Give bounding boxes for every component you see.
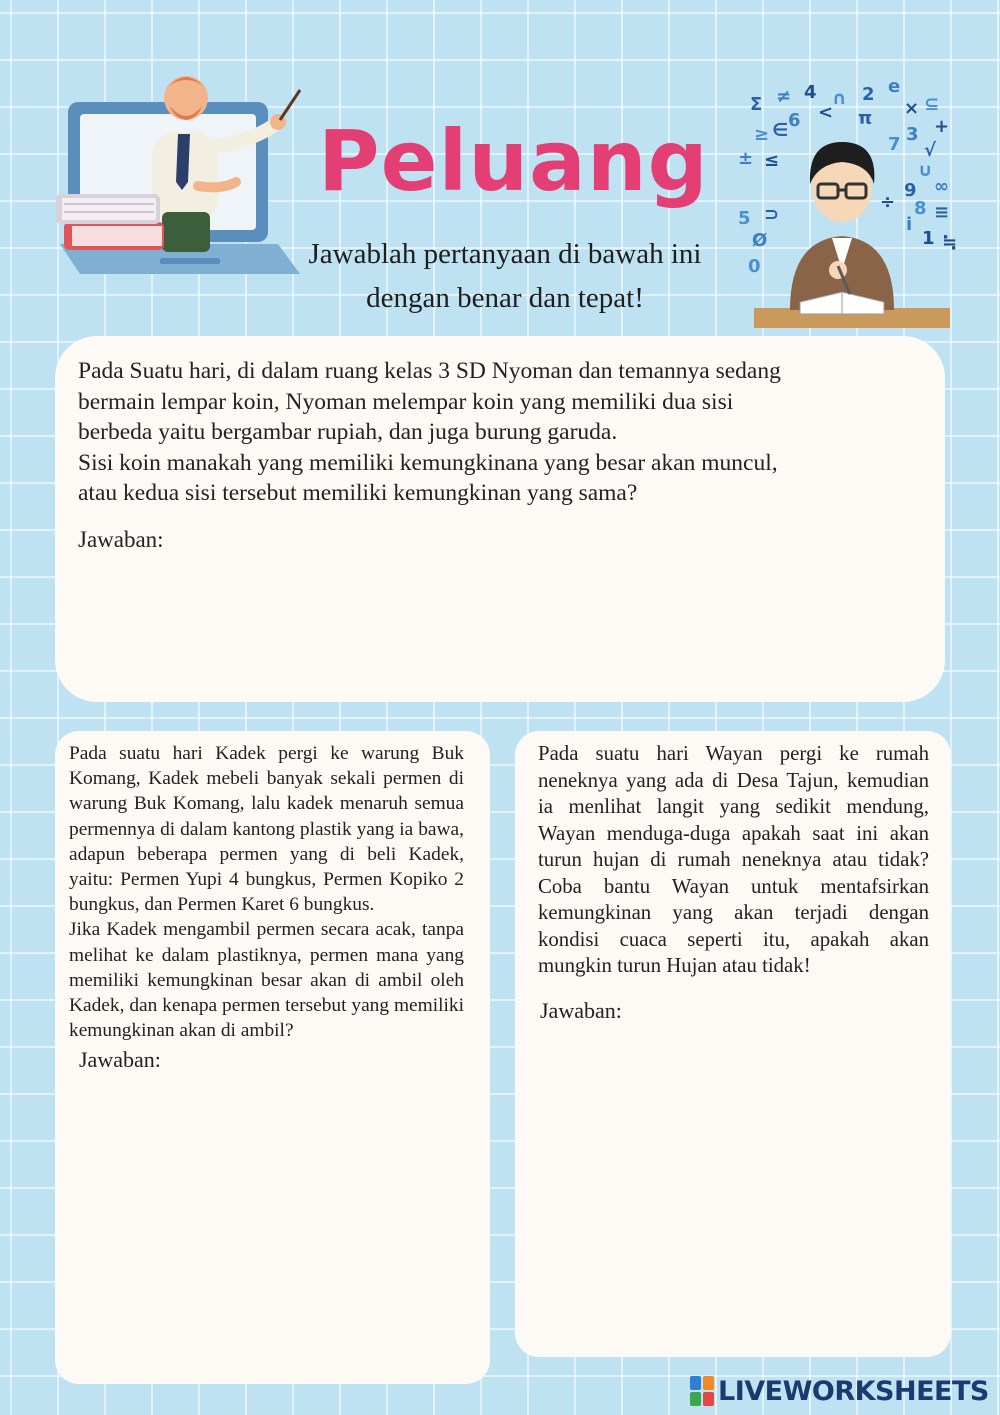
math-symbol: 0 — [748, 256, 761, 277]
math-symbol: + — [934, 116, 950, 137]
page-title: Peluang — [318, 112, 709, 210]
math-symbol: ∩ — [832, 88, 847, 109]
math-symbol: e — [888, 80, 901, 97]
question-text: Pada suatu hari Wayan pergi ke rumah neneknya yang ada di Desa Tajun, kemudian ia menlihat langit yang sedikit mendung, Wayan menduga-duga apakah saat ini akan turun hujan di rumah neneknya atau tidak? Coba bantu Wayan untuk mentafsirkan kemungkinan yang akan terjadi dengan kondisi cuaca seperti itu, apakah akan mungkin turun Hujan atau tidak! — [538, 742, 929, 977]
math-symbol: 8 — [914, 198, 927, 219]
math-symbol: ± — [738, 148, 754, 169]
math-symbol: ≤ — [764, 150, 780, 171]
math-symbol: 2 — [862, 84, 875, 105]
math-symbol: 5 — [738, 208, 751, 229]
math-symbol: √ — [924, 140, 937, 161]
question-text: Pada Suatu hari, di dalam ruang kelas 3 SD Nyoman dan temannya sedang bermain lempar koin, Nyoman melempar koin yang memiliki dua sisi berbeda yaitu bergambar rupiah, dan juga burung garuda. Sisi koin manakah yang memiliki kemungkinana yang besar akan muncul, atau kedua sisi tersebut memiliki kemungkinan yang sama? — [78, 358, 781, 506]
math-symbol: 4 — [804, 82, 817, 103]
math-symbol: ≥ — [754, 124, 770, 145]
math-symbol: 9 — [904, 180, 917, 201]
question-card-coin — [55, 336, 945, 702]
math-symbol: ⊃ — [764, 204, 780, 225]
math-symbol: Ø — [752, 230, 768, 251]
math-symbol: π — [858, 108, 873, 129]
math-symbol: < — [818, 102, 834, 123]
math-symbol: ⊆ — [924, 94, 940, 115]
math-symbol: i — [906, 214, 913, 235]
math-symbol: ∞ — [934, 176, 949, 197]
math-symbol: × — [904, 98, 920, 119]
page-subtitle: Jawablah pertanyaan di bawah ini dengan benar dan tepat! — [308, 238, 702, 314]
answer-label: Jawaban: — [78, 526, 164, 552]
math-symbol: 1 — [922, 228, 935, 249]
math-symbol: ≒ — [942, 232, 958, 253]
math-symbol: ∪ — [918, 160, 933, 181]
math-symbol: 7 — [888, 134, 901, 155]
question-text: Pada suatu hari Kadek pergi ke warung Buk Komang, Kadek mebeli banyak sekali permen di warung Buk Komang, lalu kadek menaruh semua permennya di dalam kantong plastik yang ia bawa, adapun beberapa permen yang di beli Kadek, yaitu: Permen Yupi 4 bungkus, Permen Kopiko 2 bungkus, dan Permen Karet 6 bungkus. Jika Kadek mengambil permen secara acak, tanpa melihat ke dalam plastiknya, permen mana yang memiliki kemungkinan besar akan di ambil oleh Kadek, dan kenapa permen tersebut yang memiliki kemungkinan akan di ambil? — [69, 743, 464, 1042]
math-symbol: Σ — [750, 94, 763, 115]
liveworksheets-icon — [690, 1376, 714, 1406]
question-card-candy — [55, 731, 490, 1384]
answer-label: Jawaban: — [79, 1047, 161, 1073]
math-symbol: ≠ — [776, 86, 792, 107]
answer-label: Jawaban: — [540, 997, 622, 1023]
math-symbol: ≡ — [934, 202, 950, 223]
question-card-rain — [515, 731, 951, 1357]
student-math-illustration — [728, 80, 958, 330]
brand-name: LIVEWORKSHEETS — [718, 1375, 989, 1407]
math-symbol: ∈ — [772, 120, 789, 141]
math-symbol: ÷ — [880, 192, 896, 213]
math-symbol: 3 — [906, 124, 919, 145]
math-symbol: 6 — [788, 110, 801, 131]
liveworksheets-logo — [690, 1374, 989, 1408]
